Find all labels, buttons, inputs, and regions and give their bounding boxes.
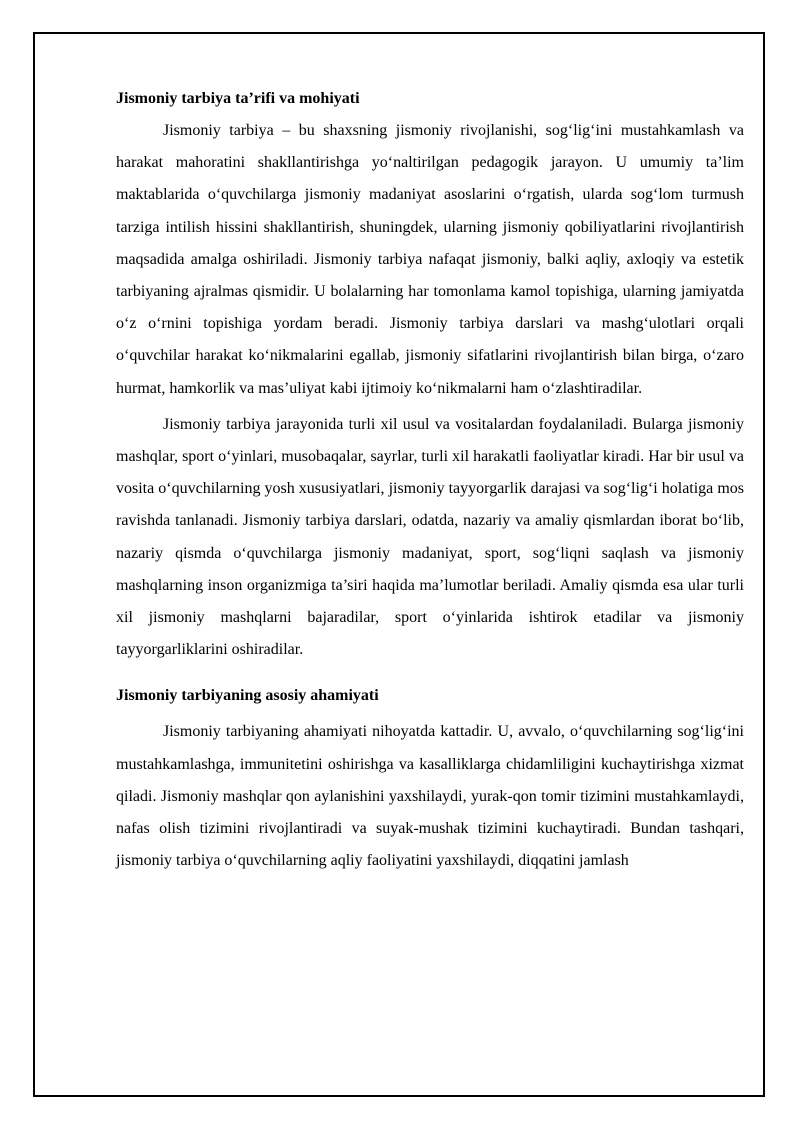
page-border (33, 32, 765, 1097)
section-heading-importance: Jismoniy tarbiyaning asosiy ahamiyati (116, 687, 379, 705)
section-heading-definition: Jismoniy tarbiya ta’rifi va mohiyati (116, 90, 360, 107)
document-body (116, 83, 744, 877)
paragraph-definition: Jismoniy tarbiya – bu shaxsning jismoniy rivojlanishi, sog‘lig‘ini mustahkamlash va harakat mahoratini shakllantirishga yo‘naltirilgan pedagogik jarayon. U umumiy ta’lim maktablarida o‘quvchilarga jismoniy madaniyat asoslarini o‘rgatish, ularda sog‘lom turmush tarziga intilish hissini shakllantirish, shuningdek, ularning jismoniy qobiliyatlarini rivojlantirish maqsadida amalga oshiriladi. Jismoniy tarbiya nafaqat jismoniy, balki aqliy, axloqiy va estetik tarbiyaning ajralmas qismidir. U bolalarning har tomonlama kamol topishiga, ularning jamiyatda o‘z o‘rnini topishiga yordam beradi. Jismoniy tarbiya darslari va mashg‘ulotlari orqali o‘quvchilar harakat ko‘nikmalarini egallab, jismoniy sifatlarini rivojlantirish bilan birga, o‘zaro hurmat, hamkorlik va mas’uliyat kabi ijtimoiy ko‘nikmalarni ham o‘zlashtiradilar. (116, 122, 744, 397)
paragraph-methods: Jismoniy tarbiya jarayonida turli xil usul va vositalardan foydalaniladi. Bularga jismoniy mashqlar, sport o‘yinlari, musobaqalar, sayrlar, turli xil harakatli faoliyatlar kiradi. Har bir usul va vosita o‘quvchilarning yosh xususiyatlari, jismoniy tayyorgarlik darajasi va sog‘lig‘i holatiga mos ravishda tanlanadi. Jismoniy tarbiya darslari, odatda, nazariy va amaliy qismlardan iborat bo‘lib, nazariy qismda o‘quvchilarga jismoniy madaniyat, sport, sog‘liqni saqlash va jismoniy mashqlarning inson organizmiga ta’siri haqida ma’lumotlar beriladi. Amaliy qismda esa ular turli xil jismoniy mashqlarni bajaradilar, sport o‘yinlarida ishtirok etadilar va jismoniy tayyorgarliklarini oshiradilar. (116, 415, 744, 659)
paragraph-importance: Jismoniy tarbiyaning ahamiyati nihoyatda kattadir. U, avvalo, o‘quvchilarning sog‘lig‘ini mustahkamlashga, immunitetini oshirishga va kasalliklarga chidamliligini kuchaytirishga xizmat qiladi. Jismoniy mashqlar qon aylanishini yaxshilaydi, yurak-qon tomir tizimini mustahkamlaydi, nafas olish tizimini rivojlantiradi va suyak-mushak tizimini kuchaytiradi. Bundan tashqari, jismoniy tarbiya o‘quvchilarning aqliy faoliyatini yaxshilaydi, diqqatini jamlash (116, 723, 744, 870)
